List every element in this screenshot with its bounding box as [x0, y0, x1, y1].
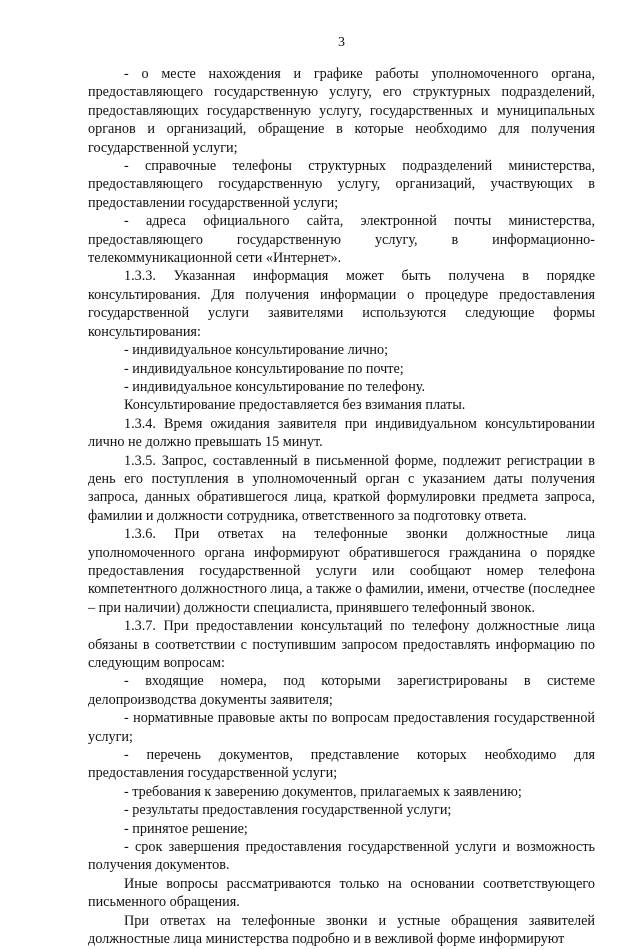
list-item: - принятое решение; — [124, 820, 248, 837]
paragraph: 1.3.6. При ответах на телефонные звонки должностные лица уполномоченного органа информируют обратившегося гражданина о порядке предоставления государственной услуги или сообщают номер телефона компетентного должностного лица, а также о фамилии, имени, отчестве (последнее – при наличии) должности специалиста, принявшего телефонный звонок. — [88, 526, 595, 616]
list-item: - требования к заверению документов, прилагаемых к заявлению; — [124, 783, 522, 800]
paragraph: 1.3.3. Указанная информация может быть получена в порядке консультирования. Для получения информации о процедуре предоставления государственной услуги заявителями используются следующие формы консультирования: — [88, 268, 595, 340]
list-item: - срок завершения предоставления государственной услуги и возможность получения документов. — [88, 839, 595, 874]
paragraph: Консультирование предоставляется без взимания платы. — [124, 397, 466, 414]
list-item: - нормативные правовые акты по вопросам предоставления государственной услуги; — [88, 710, 595, 745]
paragraph: При ответах на телефонные звонки и устные обращения заявителей должностные лица министерства подробно и в вежливой форме информируют — [88, 912, 595, 948]
paragraph: Иные вопросы рассматриваются только на основании соответствующего письменного обращения. — [88, 875, 595, 911]
list-item: - результаты предоставления государственной услуги; — [124, 802, 452, 819]
paragraph: 1.3.7. При предоставлении консультаций по телефону должностные лица обязаны в соответствии с поступившим запросом предоставлять информацию по следующим вопросам: — [88, 618, 595, 671]
paragraph: - адреса официального сайта, электронной почты министерства, предоставляющего государственную услугу, в информационно-телекоммуникационной сети «Интернет». — [88, 213, 595, 267]
list-item: - индивидуальное консультирование лично; — [124, 342, 389, 359]
paragraph: - справочные телефоны структурных подразделений министерства, предоставляющего государственную услугу, организаций, участвующих в предоставлении государственной услуги; — [88, 158, 595, 211]
list-item: - индивидуальное консультирование по телефону. — [124, 378, 426, 395]
paragraph: - о месте нахождения и графике работы уполномоченного органа, предоставляющего государственную услугу, его структурных подразделений, предоставляющих государственную услугу, государственных и муниципальных органов и организаций, обращение в которые необходимо для получения государственной услуги; — [88, 66, 595, 156]
paragraph: 1.3.4. Время ожидания заявителя при индивидуальном консультировании лично не должно превышать 15 минут. — [88, 415, 595, 451]
list-item: - входящие номера, под которыми зарегистрированы в системе делопроизводства документы заявителя; — [88, 673, 595, 708]
list-item: - индивидуальное консультирование по почте; — [124, 360, 404, 377]
list-item: - перечень документов, представление которых необходимо для предоставления государственной услуги; — [88, 747, 595, 782]
page-number: 3 — [338, 35, 345, 50]
paragraph: 1.3.5. Запрос, составленный в письменной форме, подлежит регистрации в день его поступления в уполномоченный орган с указанием даты получения запроса, данных обратившегося лица, краткой формулировки предмета запроса, фамилии и должности сотрудника, ответственного за подготовку ответа. — [88, 452, 595, 524]
